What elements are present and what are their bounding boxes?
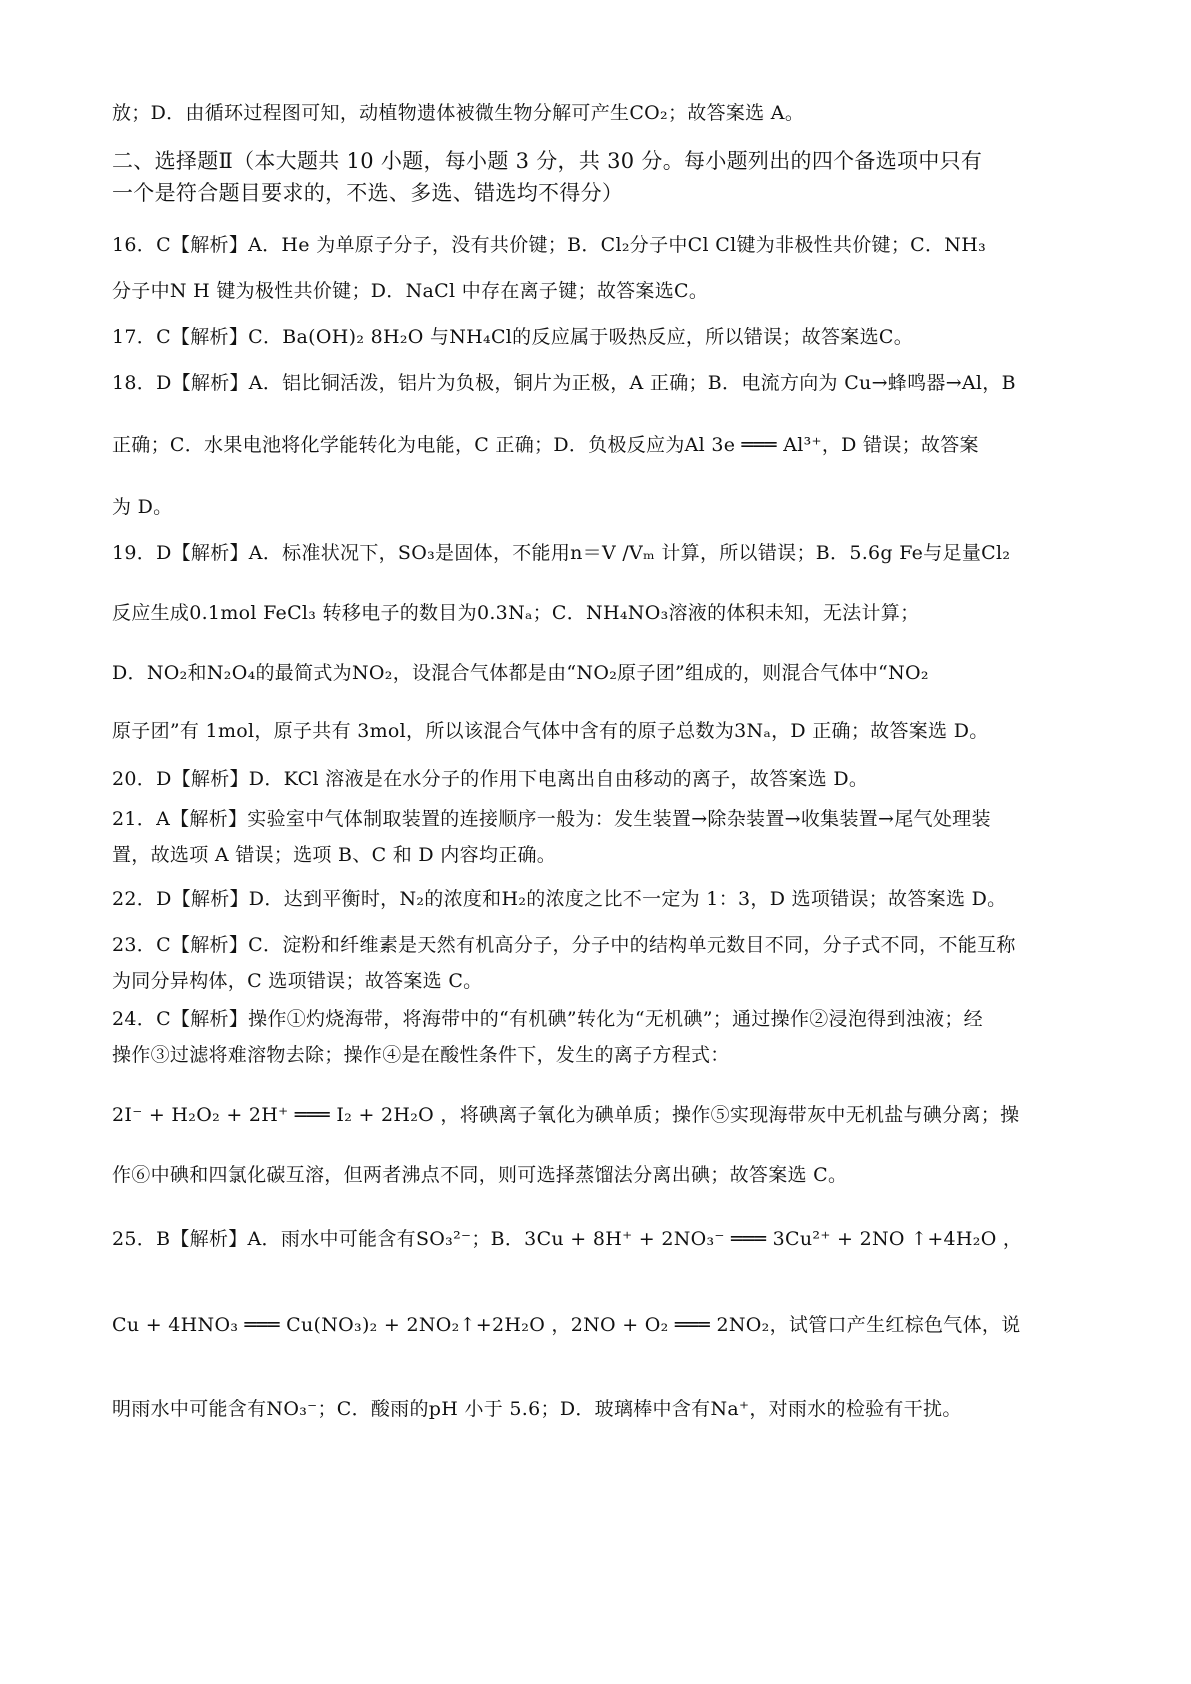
answer-19-line: 反应生成0.1mol FeCl₃ 转移电子的数目为0.3Nₐ；C．NH₄NO₃溶液的体积未知，无法计算；: [112, 602, 920, 624]
answer-25-line: 明雨水中可能含有NO₃⁻；C．酸雨的pH 小于 5.6；D．玻璃棒中含有Na⁺，对雨水的检验有干扰。: [112, 1398, 962, 1420]
answer-23-line: 23．C【解析】C．淀粉和纤维素是天然有机高分子，分子中的结构单元数目不同，分子式不同，不能互称: [112, 934, 1016, 956]
answer-21-line: 置，故选项 A 错误；选项 B、C 和 D 内容均正确。: [112, 844, 557, 866]
paragraph-line: 放；D．由循环过程图可知，动植物遗体被微生物分解可产生CO₂；故答案选 A。: [112, 102, 805, 124]
answer-19-line: 19．D【解析】A．标准状况下，SO₃是固体，不能用n＝V /Vₘ 计算，所以错误；B．5.6g Fe与足量Cl₂: [112, 542, 1011, 564]
answer-24-line: 作⑥中碘和四氯化碳互溶，但两者沸点不同，则可选择蒸馏法分离出碘；故答案选 C。: [112, 1164, 848, 1186]
answer-18-line: 正确；C．水果电池将化学能转化为电能，C 正确；D．负极反应为Al 3e ═══ Al³⁺，D 错误；故答案: [112, 434, 979, 456]
answer-24-line: 操作③过滤将难溶物去除；操作④是在酸性条件下，发生的离子方程式：: [112, 1044, 730, 1066]
answer-25-line: 25．B【解析】A．雨水中可能含有SO₃²⁻；B．3Cu + 8H⁺ + 2NO₃⁻ ═══ 3Cu²⁺ + 2NO ↑+4H₂O ，: [112, 1228, 1023, 1250]
answer-18-line: 18．D【解析】A．铝比铜活泼，铝片为负极，铜片为正极，A 正确；B．电流方向为 Cu→蜂鸣器→Al，B: [112, 372, 1016, 394]
answer-17-line: 17．C【解析】C．Ba(OH)₂ 8H₂O 与NH₄Cl的反应属于吸热反应，所以错误；故答案选C。: [112, 326, 914, 348]
answer-23-line: 为同分异构体，C 选项错误；故答案选 C。: [112, 970, 483, 992]
answer-24-equation-line: 2I⁻ + H₂O₂ + 2H⁺ ═══ I₂ + 2H₂O ，将碘离子氧化为碘单质；操作⑤实现海带灰中无机盐与碘分离；操: [112, 1104, 1020, 1126]
answer-24-line: 24．C【解析】操作①灼烧海带，将海带中的“有机碘”转化为“无机碘”；通过操作②浸泡得到浊液；经: [112, 1008, 983, 1030]
answer-18-line: 为 D。: [112, 496, 173, 518]
answer-22-line: 22．D【解析】D．达到平衡时，N₂的浓度和H₂的浓度之比不一定为 1：3，D 选项错误；故答案选 D。: [112, 888, 1007, 910]
answer-25-equation-line: Cu + 4HNO₃ ═══ Cu(NO₃)₂ + 2NO₂↑+2H₂O ，2NO + O₂ ═══ 2NO₂，试管口产生红棕色气体，说: [112, 1314, 1021, 1336]
section-heading: 二、选择题Ⅱ（本大题共 10 小题，每小题 3 分，共 30 分。每小题列出的四个备选项中只有: [112, 149, 983, 173]
answer-16-line: 分子中N H 键为极性共价键；D．NaCl 中存在离子键；故答案选C。: [112, 280, 709, 302]
section-heading: 一个是符合题目要求的，不选、多选、错选均不得分）: [112, 181, 624, 205]
answer-20-line: 20．D【解析】D．KCl 溶液是在水分子的作用下电离出自由移动的离子，故答案选 D。: [112, 768, 869, 790]
answer-21-line: 21．A【解析】实验室中气体制取装置的连接顺序一般为：发生装置→除杂装置→收集装置→尾气处理装: [112, 808, 991, 830]
answer-16-line: 16．C【解析】A．He 为单原子分子，没有共价键；B．Cl₂分子中Cl Cl键为非极性共价键；C．NH₃: [112, 234, 986, 256]
answer-19-line: D．NO₂和N₂O₄的最简式为NO₂，设混合气体都是由“NO₂原子团”组成的，则混合气体中“NO₂: [112, 662, 929, 684]
answer-19-line: 原子团”有 1mol，原子共有 3mol，所以该混合气体中含有的原子总数为3Nₐ，D 正确；故答案选 D。: [112, 720, 989, 742]
